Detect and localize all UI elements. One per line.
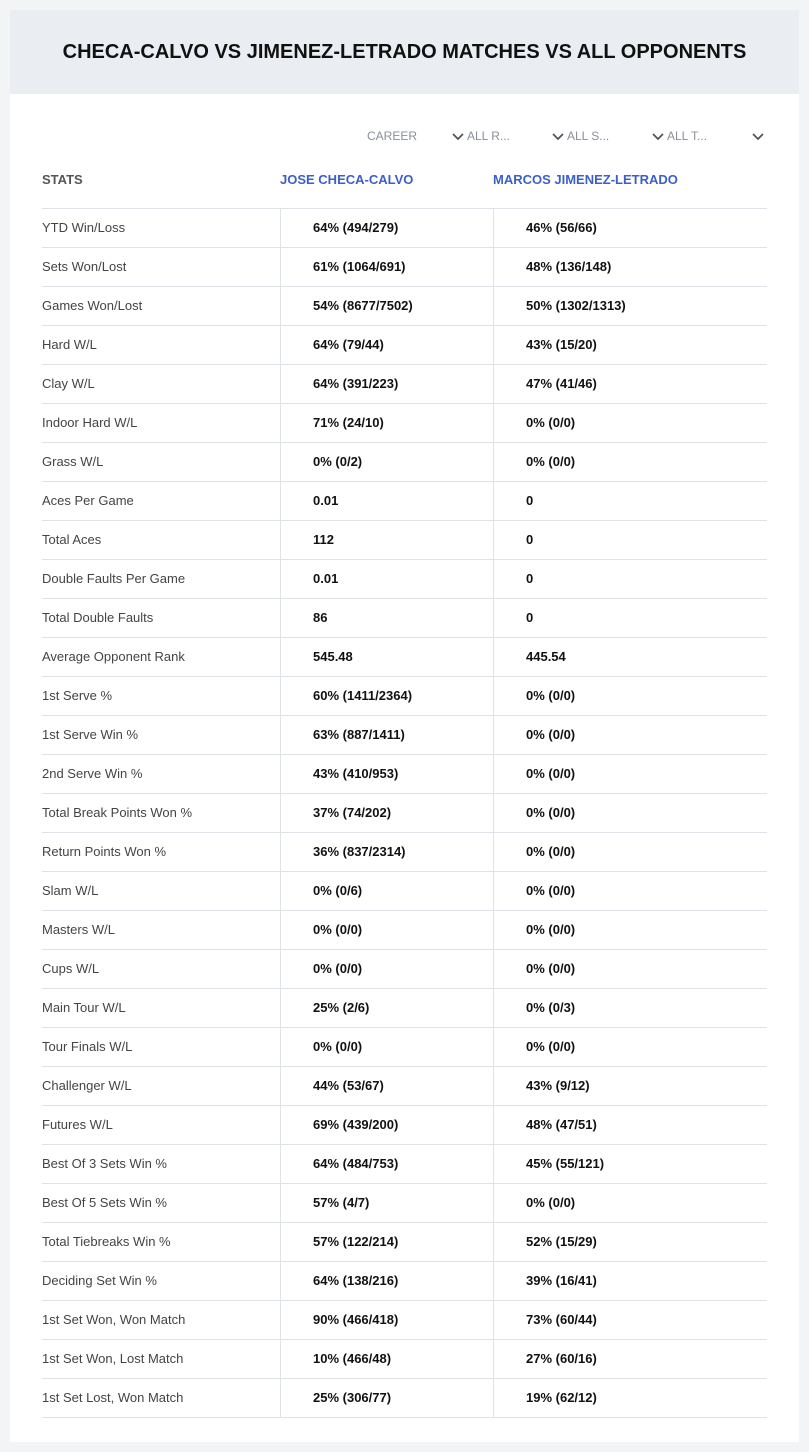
table-row [42, 1106, 767, 1145]
table-row [42, 911, 767, 950]
player2-value: 52% (15/29) [493, 1223, 767, 1261]
table-row [42, 1223, 767, 1262]
player1-value: 54% (8677/7502) [280, 287, 493, 325]
player2-value: 0% (0/0) [493, 950, 767, 988]
player2-value: 0% (0/0) [493, 872, 767, 910]
player2-value: 45% (55/121) [493, 1145, 767, 1183]
table-row [42, 1184, 767, 1223]
table-row [42, 716, 767, 755]
player2-value: 0% (0/3) [493, 989, 767, 1027]
table-row [42, 833, 767, 872]
tournament-select-value: ALL T... [667, 129, 708, 143]
player1-value: 112 [280, 521, 493, 559]
player1-value: 86 [280, 599, 493, 637]
player2-value: 0% (0/0) [493, 1184, 767, 1222]
stat-label: 1st Set Won, Won Match [42, 1312, 186, 1327]
round-select[interactable] [467, 122, 567, 150]
player1-value: 44% (53/67) [280, 1067, 493, 1105]
stat-label: Best Of 3 Sets Win % [42, 1156, 167, 1171]
chevron-down-icon [449, 127, 467, 145]
player1-value: 37% (74/202) [280, 794, 493, 832]
player2-value: 0% (0/0) [493, 911, 767, 949]
table-row [42, 755, 767, 794]
player2-value: 27% (60/16) [493, 1340, 767, 1378]
player2-value: 0% (0/0) [493, 833, 767, 871]
player1-value: 0% (0/6) [280, 872, 493, 910]
chevron-down-icon [649, 127, 667, 145]
stat-label: Sets Won/Lost [42, 259, 127, 274]
stat-label: Return Points Won % [42, 844, 167, 859]
player1-value: 25% (2/6) [280, 989, 493, 1027]
stat-label: Masters W/L [42, 922, 115, 937]
stat-label: 1st Serve % [42, 688, 113, 703]
player1-value: 0% (0/2) [280, 443, 493, 481]
stat-label: 2nd Serve Win % [42, 766, 143, 781]
table-row [42, 677, 767, 716]
stat-label: Deciding Set Win % [42, 1273, 157, 1288]
stat-label: Futures W/L [42, 1117, 113, 1132]
stat-label: Total Double Faults [42, 610, 154, 625]
stats-table [42, 208, 767, 1418]
stat-label: Grass W/L [42, 454, 104, 469]
stat-label: Challenger W/L [42, 1078, 132, 1093]
player2-value: 19% (62/12) [493, 1379, 767, 1417]
chevron-down-icon [749, 127, 767, 145]
stat-label: Total Aces [42, 532, 102, 547]
player2-value: 43% (9/12) [493, 1067, 767, 1105]
player1-value: 64% (494/279) [280, 209, 493, 247]
page-header [10, 10, 799, 94]
table-row [42, 1301, 767, 1340]
table-row [42, 326, 767, 365]
player1-value: 60% (1411/2364) [280, 677, 493, 715]
player2-value: 43% (15/20) [493, 326, 767, 364]
surface-select-value: ALL S... [567, 129, 610, 143]
player1-value: 61% (1064/691) [280, 248, 493, 286]
table-row [42, 209, 767, 248]
stat-label: Cups W/L [42, 961, 100, 976]
player1-value: 57% (4/7) [280, 1184, 493, 1222]
player2-value: 0 [493, 482, 767, 520]
stat-label: Slam W/L [42, 883, 99, 898]
table-row [42, 794, 767, 833]
player1-value: 64% (484/753) [280, 1145, 493, 1183]
stat-label: Average Opponent Rank [42, 649, 185, 664]
tournament-select[interactable] [667, 122, 767, 150]
stat-label: Clay W/L [42, 376, 95, 391]
player2-value: 0 [493, 560, 767, 598]
stat-label: 1st Set Won, Lost Match [42, 1351, 184, 1366]
player2-value: 0% (0/0) [493, 677, 767, 715]
stat-label: Tour Finals W/L [42, 1039, 133, 1054]
player2-value: 48% (136/148) [493, 248, 767, 286]
period-select[interactable] [367, 122, 467, 150]
player2-value: 39% (16/41) [493, 1262, 767, 1300]
player1-value: 0% (0/0) [280, 950, 493, 988]
player1-value: 90% (466/418) [280, 1301, 493, 1339]
player2-value: 0 [493, 521, 767, 559]
table-row [42, 365, 767, 404]
table-row [42, 638, 767, 677]
player2-value: 0% (0/0) [493, 404, 767, 442]
player1-value: 0.01 [280, 482, 493, 520]
stat-label: Hard W/L [42, 337, 97, 352]
table-row [42, 1262, 767, 1301]
table-row [42, 404, 767, 443]
player1-value: 43% (410/953) [280, 755, 493, 793]
player2-value: 0% (0/0) [493, 794, 767, 832]
stat-label: Indoor Hard W/L [42, 415, 138, 430]
player1-value: 0.01 [280, 560, 493, 598]
chevron-down-icon [549, 127, 567, 145]
player1-value: 64% (79/44) [280, 326, 493, 364]
filter-bar [367, 122, 767, 150]
stat-label: Double Faults Per Game [42, 571, 186, 586]
stats-card [10, 10, 799, 1442]
table-row [42, 443, 767, 482]
player1-value: 36% (837/2314) [280, 833, 493, 871]
player2-value: 445.54 [493, 638, 767, 676]
table-row [42, 287, 767, 326]
table-row [42, 1340, 767, 1379]
stat-label: Total Break Points Won % [42, 805, 193, 820]
player1-value: 63% (887/1411) [280, 716, 493, 754]
player1-link[interactable]: JOSE CHECA-CALVO [280, 172, 414, 187]
player2-value: 46% (56/66) [493, 209, 767, 247]
player1-value: 0% (0/0) [280, 1028, 493, 1066]
player2-value: 73% (60/44) [493, 1301, 767, 1339]
table-row [42, 560, 767, 599]
stat-label: 1st Serve Win % [42, 727, 139, 742]
table-row [42, 989, 767, 1028]
player1-value: 69% (439/200) [280, 1106, 493, 1144]
table-row [42, 1028, 767, 1067]
table-row [42, 1379, 767, 1418]
table-row [42, 872, 767, 911]
player2-value: 50% (1302/1313) [493, 287, 767, 325]
table-row [42, 521, 767, 560]
stats-column-header: STATS [42, 172, 83, 187]
player1-value: 0% (0/0) [280, 911, 493, 949]
table-row [42, 482, 767, 521]
stat-label: YTD Win/Loss [42, 220, 126, 235]
stat-label: Games Won/Lost [42, 298, 143, 313]
player2-value: 47% (41/46) [493, 365, 767, 403]
player2-value: 0% (0/0) [493, 443, 767, 481]
surface-select[interactable] [567, 122, 667, 150]
player1-value: 10% (466/48) [280, 1340, 493, 1378]
stat-label: 1st Set Lost, Won Match [42, 1390, 184, 1405]
player2-value: 48% (47/51) [493, 1106, 767, 1144]
round-select-value: ALL R... [467, 129, 510, 143]
player2-value: 0 [493, 599, 767, 637]
page-title: CHECA-CALVO VS JIMENEZ-LETRADO MATCHES VS ALL OPPONENTS [62, 40, 747, 63]
stat-label: Total Tiebreaks Win % [42, 1234, 171, 1249]
period-select-value: CAREER [367, 129, 418, 143]
stat-label: Aces Per Game [42, 493, 134, 508]
player1-value: 545.48 [280, 638, 493, 676]
player2-value: 0% (0/0) [493, 1028, 767, 1066]
player1-value: 64% (391/223) [280, 365, 493, 403]
table-row [42, 1067, 767, 1106]
player2-value: 0% (0/0) [493, 716, 767, 754]
table-row [42, 1145, 767, 1184]
player1-value: 64% (138/216) [280, 1262, 493, 1300]
table-row [42, 950, 767, 989]
player2-value: 0% (0/0) [493, 755, 767, 793]
table-row [42, 599, 767, 638]
table-header [42, 170, 767, 208]
stat-label: Best Of 5 Sets Win % [42, 1195, 167, 1210]
player1-value: 25% (306/77) [280, 1379, 493, 1417]
player1-value: 57% (122/214) [280, 1223, 493, 1261]
player1-value: 71% (24/10) [280, 404, 493, 442]
stat-label: Main Tour W/L [42, 1000, 126, 1015]
table-row [42, 248, 767, 287]
player2-link[interactable]: MARCOS JIMENEZ-LETRADO [493, 172, 678, 187]
